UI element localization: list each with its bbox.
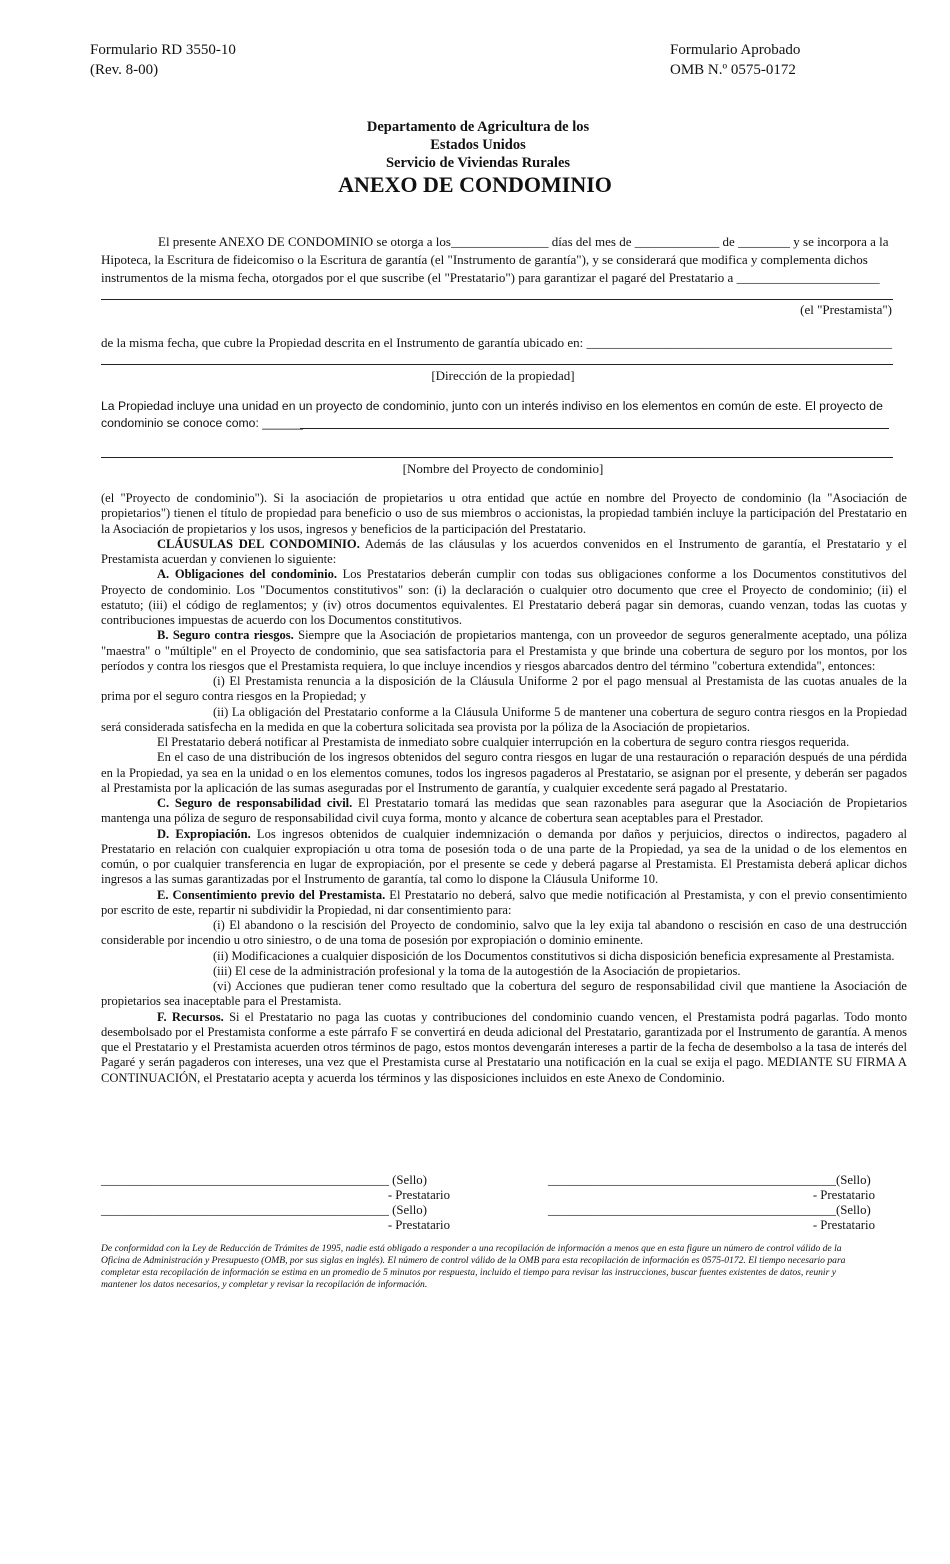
clause-e-ii: (ii) Modificaciones a cualquier disposición de los Documentos constitutivos si dicha disposición beneficia expresamente al Prestamista.	[213, 948, 895, 963]
year-field[interactable]: ________	[738, 234, 791, 249]
form-number: Formulario RD 3550-10	[90, 42, 236, 58]
clause-e: E. Consentimiento previo del Prestamista. El Prestatario no deberá, salvo que medie notificación al Prestamista, y con el previo consentimiento por escrito de este, repartir ni subdividir la Propiedad, ni dar consentimiento para:	[101, 887, 907, 917]
page-title: ANEXO DE CONDOMINIO	[338, 172, 612, 197]
day-field[interactable]: _______________	[450, 234, 549, 249]
clause-e-iii: (iii) El cese de la administración profesional y la toma de la autogestión de la Asociación de propietarios.	[213, 963, 741, 978]
agency-name: Servicio de Viviendas Rurales	[385, 155, 571, 171]
lender-name-line[interactable]	[101, 299, 893, 300]
clause-b-ii: (ii) La obligación del Prestatario conforme a la Cláusula Uniforme 5 de mantener una cobertura de seguro contra riesgos en la Propiedad será considerada satisfecha en la medida en que la cobertura solicitada sea provista por la póliza de la Asociación de propietarios.	[101, 704, 907, 734]
signature-line-1[interactable]: _____________________________________________ (Sello)	[101, 1173, 427, 1187]
clause-e-vi: (vi) Acciones que pudieran tener como resultado que la cobertura del seguro de responsabilidad civil que mantiene la Asociación de propietarios sea inaceptable para el Prestamista.	[101, 979, 907, 1009]
clause-b-distribution: En el caso de una distribución de los ingresos obtenidos del seguro contra riesgos en lugar de una restauración o reparación después de una pérdida en la Propiedad, ya sea en la unidad o en los elementos comunes, todos los ingresos pagaderos al Prestatario, se asignan por el presente, y deberán ser pagados al Prestamista por la aplicación de las sumas aseguradas por el Instrumento de garantía, y cualquier excedente será pagado al Prestatario.	[101, 750, 907, 795]
clause-c: C. Seguro de responsabilidad civil. El Prestatario tomará las medidas que sean razonables para asegurar que la Asociación de Propietarios mantenga una póliza de seguro de responsabilidad civil cuya forma, monto y alcance de cobertura sean aceptables para el Prestador.	[101, 796, 907, 826]
clause-a: A. Obligaciones del condominio. Los Prestatarios deberán cumplir con todas sus obligaciones conforme a los Documentos constitutivos del Proyecto de condominio. Los "Documentos constitutivos" son: (i) la declaración o cualquier otro documento que cree el Proyecto de condominio; (ii) el estatuto; (iii) el código de reglamentos; y (iv) otros documentos equivalentes. El Prestatario deberá pagar sin demoras, cuando venzan, todas las cuotas y contribuciones impuestas de acuerdo con los Documentos constitutivos.	[101, 567, 907, 627]
borrower-label: - Prestatario	[387, 1218, 450, 1232]
seal-label: (Sello)	[835, 1173, 871, 1187]
omb-number: OMB N.º 0575-0172	[670, 62, 796, 78]
property-line: de la misma fecha, que cubre la Propiedad descrita en el Instrumento de garantía ubicado en: _______________________________________________	[101, 335, 893, 350]
signature-line-2[interactable]: _____________________________________________ (Sello)	[101, 1203, 427, 1217]
approval-block	[670, 40, 800, 80]
project-name-line-2[interactable]	[101, 457, 893, 458]
signature-line-4[interactable]: _____________________________________________(Sello)	[548, 1203, 871, 1217]
borrower-label: - Prestatario	[812, 1218, 875, 1232]
project-name-line[interactable]	[300, 428, 889, 429]
clause-b-notify: El Prestatario deberá notificar al Prestamista de inmediato sobre cualquier interrupción en la cobertura de seguro contra riesgos requerida.	[157, 735, 850, 749]
property-address-line[interactable]	[101, 364, 893, 365]
signature-line-3[interactable]: _____________________________________________(Sello)	[548, 1173, 871, 1187]
clause-b-i: (i) El Prestamista renuncia a la disposición de la Cláusula Uniforme 2 por el pago mensual al Prestamista de las cuotas anuales de la prima por el seguro contra riesgos en la Propiedad; y	[101, 674, 907, 704]
clause-e-i: (i) El abandono o la rescisión del Proyecto de condominio, salvo que la ley exija tal abandono o rescisión en caso de una destrucción considerable por incendio u otro siniestro, o de una toma de posesión por expropiación o dominio eminente.	[101, 918, 907, 948]
lender-field[interactable]: ______________________	[736, 270, 880, 285]
department-line-1: Departamento de Agricultura de los	[366, 119, 590, 135]
seal-label: (Sello)	[388, 1173, 427, 1187]
seal-label: (Sello)	[388, 1203, 427, 1217]
borrower-label: - Prestatario	[812, 1188, 875, 1202]
title-block	[0, 118, 950, 198]
paperwork-notice: De conformidad con la Ley de Reducción de Trámites de 1995, nadie está obligado a responder a una recopilación de información a menos que en esta figure un número de control válido de la Oficina de Administración y Presupuesto (OMB, por sus siglas en inglés). El número de control válido de la OMB para esta recopilación de información es 0575-0172. El tiempo necesario para completar esta recopilación de información se estima en un promedio de 5 minutos por respuesta, incluido el tiempo para revisar las instrucciones, buscar fuentes existentes de datos, reunir y mantener los datos necesarios, y completar y revisar la recopilación de información.	[101, 1243, 846, 1290]
intro-line-2: Hipoteca, la Escritura de fideicomiso o la Escritura de garantía (el "Instrumento de garantía"), y se considerará que modifica y complementa dichos	[101, 252, 868, 267]
project-line-1: La Propiedad incluye una unidad en un proyecto de condominio, junto con un interés indiviso en los elementos en común de este. El proyecto de	[101, 399, 883, 413]
property-field[interactable]: _______________________________________________	[586, 335, 893, 350]
intro-line-3: instrumentos de la misma fecha, otorgados por el que suscribe (el "Prestatario") para garantizar el pagaré del Prestatario a ______________________	[101, 270, 880, 285]
form-id-block	[90, 40, 236, 80]
project-name-field[interactable]: ______	[262, 416, 303, 430]
form-approved: Formulario Aprobado	[670, 42, 801, 58]
lender-label: (el "Prestamista")	[800, 302, 892, 317]
address-label: [Dirección de la propiedad]	[431, 368, 575, 383]
paragraph-covenants: CLÁUSULAS DEL CONDOMINIO. Además de las cláusulas y los acuerdos convenidos en el Instrumento de garantía, el Prestatario y el Prestamista acuerdan y convienen lo siguiente:	[101, 536, 907, 566]
paragraph-project: (el "Proyecto de condominio"). Si la asociación de propietarios u otra entidad que actúe en nombre del Proyecto de condominio (la "Asociación de propietarios") tienen el título de propiedad para beneficio o uso de sus miembros o accionistas, la propiedad también incluye la participación del Prestatario en la Asociación de propietarios y los usos, ingresos y beneficios de la participación del Prestatario.	[101, 491, 907, 536]
project-name-label: [Nombre del Proyecto de condominio]	[402, 461, 604, 476]
clause-b: B. Seguro contra riesgos. Siempre que la Asociación de propietarios mantenga, con un proveedor de seguros generalmente aceptado, una póliza "maestra" o "múltiple" en el Proyecto de condominio, que sea satisfactoria para el Prestamista y que brinde una cobertura de seguro por los montos, por los períodos y contra los riesgos que el Prestamista requiera, lo que incluye incendios y riesgos abarcados dentro del término "cobertura extendida", entonces:	[101, 628, 907, 673]
intro-line-1: El presente ANEXO DE CONDOMINIO se otorga a los_______________ días del mes de _____________ de ________ y se incorpora a la	[158, 234, 889, 249]
form-revision: (Rev. 8-00)	[90, 62, 159, 78]
month-field[interactable]: _____________	[634, 234, 720, 249]
clause-d: D. Expropiación. Los ingresos obtenidos de cualquier indemnización o demanda por daños y perjuicios, directos o indirectos, pagadero al Prestatario en relación con cualquier expropiación u otra toma de posesión toda o de una parte de la Propiedad, ya sea de la unidad o de los elementos en común, o por cualquier transferencia en lugar de expropiación, por el presente se cede y deberá pagarse al Prestamista. El Prestamista deberá aplicar dichos ingresos a las sumas garantizadas por el Instrumento de garantía, tal como lo dispone la Cláusula Uniforme 10.	[101, 826, 907, 887]
department-line-2: Estados Unidos	[430, 137, 526, 153]
clause-f: F. Recursos. Si el Prestatario no paga las cuotas y contribuciones del condominio cuando vencen, el Prestamista podrá pagarlas. Todo monto desembolsado por el Prestamista conforme a este párrafo F se convertirá en deuda adicional del Prestatario, garantizada por el Instrumento de garantía. A menos que el Prestatario y el Prestamista acuerden otros términos de pago, estos montos devengarán intereses a partir de la fecha de desembolso a la tasa de interés del Pagaré y serán pagaderos con intereses, una vez que el Prestamista curse al Prestatario una notificación en la cual se exija el pago. MEDIANTE SU FIRMA A CONTINUACIÓN, el Prestatario acepta y acuerda los términos y las disposiciones incluidos en este Anexo de Condominio.	[101, 1009, 907, 1085]
seal-label: (Sello)	[835, 1203, 871, 1217]
project-line-2: condominio se conoce como: ______	[101, 416, 303, 430]
borrower-label: - Prestatario	[387, 1188, 450, 1202]
covenants-body	[101, 491, 907, 1086]
